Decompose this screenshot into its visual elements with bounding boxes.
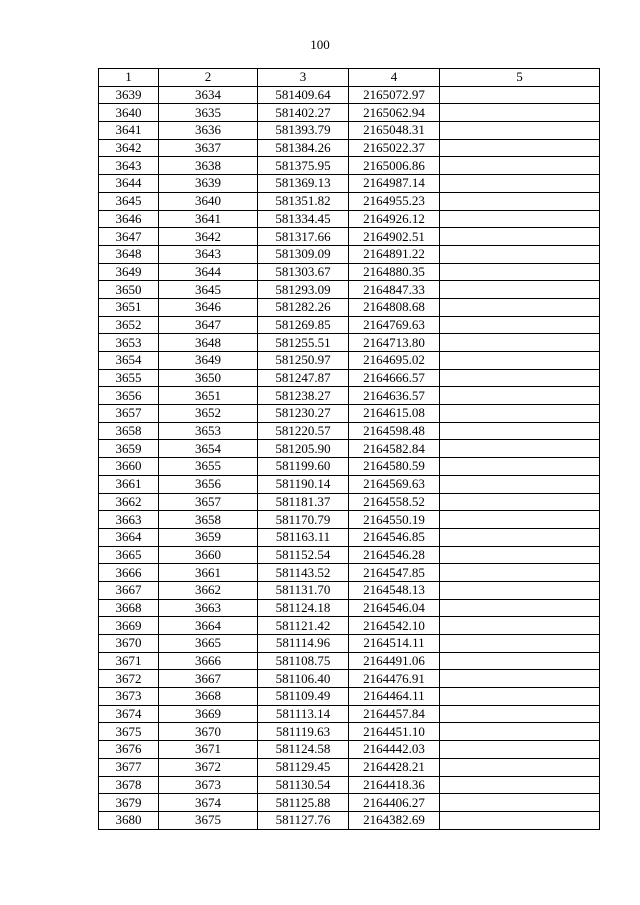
table-cell-col-4: 2164808.68 xyxy=(349,298,440,316)
table-row xyxy=(99,493,600,511)
table-cell-col-3: 581109.49 xyxy=(258,688,349,706)
table-cell-col-5 xyxy=(440,369,600,387)
table-cell-col-4: 2164418.36 xyxy=(349,776,440,794)
table-cell-col-5 xyxy=(440,122,600,140)
table-row xyxy=(99,281,600,299)
table-row xyxy=(99,175,600,193)
table-cell-col-3: 581205.90 xyxy=(258,440,349,458)
table-cell-col-1: 3653 xyxy=(99,334,159,352)
table-row xyxy=(99,263,600,281)
table-cell-col-3: 581409.64 xyxy=(258,86,349,104)
table-cell-col-5 xyxy=(440,298,600,316)
table-row xyxy=(99,334,600,352)
table-cell-col-4: 2164406.27 xyxy=(349,794,440,812)
table-cell-col-2: 3652 xyxy=(159,405,258,423)
table-cell-col-4: 2164428.21 xyxy=(349,758,440,776)
table-cell-col-3: 581393.79 xyxy=(258,122,349,140)
table-row xyxy=(99,811,600,829)
table-cell-col-3: 581238.27 xyxy=(258,387,349,405)
table-cell-col-3: 581303.67 xyxy=(258,263,349,281)
table-cell-col-5 xyxy=(440,688,600,706)
table-cell-col-4: 2165062.94 xyxy=(349,104,440,122)
page-number: 100 xyxy=(310,37,330,52)
table-cell-col-5 xyxy=(440,316,600,334)
table-cell-col-1: 3673 xyxy=(99,688,159,706)
table-cell-col-1: 3659 xyxy=(99,440,159,458)
table-cell-col-5 xyxy=(440,422,600,440)
table-cell-col-5 xyxy=(440,723,600,741)
table-cell-col-3: 581127.76 xyxy=(258,811,349,829)
table-cell-col-4: 2164514.11 xyxy=(349,635,440,653)
table-cell-col-3: 581108.75 xyxy=(258,652,349,670)
table-cell-col-1: 3643 xyxy=(99,157,159,175)
table-cell-col-5 xyxy=(440,440,600,458)
table-cell-col-2: 3668 xyxy=(159,688,258,706)
table-cell-col-4: 2164769.63 xyxy=(349,316,440,334)
table-row xyxy=(99,316,600,334)
table-cell-col-5 xyxy=(440,281,600,299)
table-cell-col-5 xyxy=(440,387,600,405)
table-cell-col-4: 2164546.28 xyxy=(349,546,440,564)
table-row xyxy=(99,387,600,405)
table-cell-col-2: 3659 xyxy=(159,528,258,546)
table-cell-col-4: 2164713.80 xyxy=(349,334,440,352)
table-cell-col-1: 3656 xyxy=(99,387,159,405)
table-cell-col-1: 3662 xyxy=(99,493,159,511)
table-row xyxy=(99,581,600,599)
table-cell-col-1: 3661 xyxy=(99,475,159,493)
table-row xyxy=(99,405,600,423)
table-cell-col-1: 3652 xyxy=(99,316,159,334)
table-cell-col-4: 2164636.57 xyxy=(349,387,440,405)
table-cell-col-5 xyxy=(440,564,600,582)
table-cell-col-2: 3639 xyxy=(159,175,258,193)
table-cell-col-2: 3647 xyxy=(159,316,258,334)
table-cell-col-3: 581114.96 xyxy=(258,635,349,653)
table-cell-col-3: 581282.26 xyxy=(258,298,349,316)
table-cell-col-1: 3640 xyxy=(99,104,159,122)
table-cell-col-3: 581384.26 xyxy=(258,139,349,157)
table-cell-col-4: 2164695.02 xyxy=(349,352,440,370)
table-cell-col-4: 2164558.52 xyxy=(349,493,440,511)
table-cell-col-1: 3657 xyxy=(99,405,159,423)
table-cell-col-1: 3639 xyxy=(99,86,159,104)
table-cell-col-5 xyxy=(440,86,600,104)
table-header xyxy=(99,69,600,87)
table-cell-col-5 xyxy=(440,263,600,281)
table-row xyxy=(99,369,600,387)
table-cell-col-2: 3643 xyxy=(159,245,258,263)
table-cell-col-4: 2164569.63 xyxy=(349,475,440,493)
table-cell-col-2: 3654 xyxy=(159,440,258,458)
table-cell-col-3: 581131.70 xyxy=(258,581,349,599)
table-cell-col-1: 3648 xyxy=(99,245,159,263)
table-cell-col-5 xyxy=(440,741,600,759)
header-row xyxy=(99,69,600,87)
table-cell-col-2: 3660 xyxy=(159,546,258,564)
table-row xyxy=(99,758,600,776)
column-header-5: 5 xyxy=(440,69,600,87)
table-cell-col-4: 2165022.37 xyxy=(349,139,440,157)
table-cell-col-3: 581199.60 xyxy=(258,458,349,476)
table-row xyxy=(99,794,600,812)
table-cell-col-1: 3679 xyxy=(99,794,159,812)
table-cell-col-2: 3664 xyxy=(159,617,258,635)
table-cell-col-5 xyxy=(440,705,600,723)
table-row xyxy=(99,245,600,263)
table-cell-col-2: 3648 xyxy=(159,334,258,352)
table-cell-col-5 xyxy=(440,157,600,175)
table-row xyxy=(99,705,600,723)
table-cell-col-5 xyxy=(440,352,600,370)
column-header-3: 3 xyxy=(258,69,349,87)
table-cell-col-3: 581334.45 xyxy=(258,210,349,228)
table-cell-col-2: 3655 xyxy=(159,458,258,476)
table-cell-col-1: 3660 xyxy=(99,458,159,476)
table-row xyxy=(99,210,600,228)
table-cell-col-1: 3654 xyxy=(99,352,159,370)
table-cell-col-3: 581152.54 xyxy=(258,546,349,564)
table-row xyxy=(99,688,600,706)
table-row xyxy=(99,546,600,564)
table-cell-col-1: 3674 xyxy=(99,705,159,723)
table-cell-col-1: 3676 xyxy=(99,741,159,759)
table-cell-col-4: 2164902.51 xyxy=(349,228,440,246)
table-cell-col-4: 2164891.22 xyxy=(349,245,440,263)
table-row xyxy=(99,422,600,440)
table-cell-col-5 xyxy=(440,334,600,352)
table-cell-col-3: 581129.45 xyxy=(258,758,349,776)
coordinates-table xyxy=(98,68,600,830)
table-cell-col-2: 3671 xyxy=(159,741,258,759)
table-row xyxy=(99,599,600,617)
table-cell-col-5 xyxy=(440,475,600,493)
table-row xyxy=(99,617,600,635)
table-cell-col-5 xyxy=(440,458,600,476)
table-cell-col-2: 3658 xyxy=(159,511,258,529)
table-cell-col-5 xyxy=(440,139,600,157)
table-cell-col-1: 3651 xyxy=(99,298,159,316)
table-row xyxy=(99,228,600,246)
table-cell-col-2: 3644 xyxy=(159,263,258,281)
table-cell-col-5 xyxy=(440,758,600,776)
table-cell-col-3: 581309.09 xyxy=(258,245,349,263)
table-cell-col-4: 2164598.48 xyxy=(349,422,440,440)
table-cell-col-4: 2164666.57 xyxy=(349,369,440,387)
column-header-4: 4 xyxy=(349,69,440,87)
table-cell-col-3: 581124.58 xyxy=(258,741,349,759)
table-cell-col-1: 3669 xyxy=(99,617,159,635)
table-cell-col-2: 3670 xyxy=(159,723,258,741)
table-cell-col-1: 3663 xyxy=(99,511,159,529)
table-cell-col-1: 3670 xyxy=(99,635,159,653)
table-cell-col-2: 3653 xyxy=(159,422,258,440)
table-cell-col-5 xyxy=(440,652,600,670)
table-cell-col-4: 2164580.59 xyxy=(349,458,440,476)
table-cell-col-3: 581124.18 xyxy=(258,599,349,617)
table-cell-col-4: 2164546.04 xyxy=(349,599,440,617)
table-cell-col-3: 581113.14 xyxy=(258,705,349,723)
table-cell-col-1: 3665 xyxy=(99,546,159,564)
table-cell-col-1: 3642 xyxy=(99,139,159,157)
table-row xyxy=(99,122,600,140)
table-row xyxy=(99,139,600,157)
table-row xyxy=(99,723,600,741)
table-cell-col-4: 2164847.33 xyxy=(349,281,440,299)
table-cell-col-3: 581230.27 xyxy=(258,405,349,423)
table-cell-col-1: 3667 xyxy=(99,581,159,599)
column-header-1: 1 xyxy=(99,69,159,87)
table-cell-col-4: 2164382.69 xyxy=(349,811,440,829)
table-cell-col-4: 2164926.12 xyxy=(349,210,440,228)
column-header-2: 2 xyxy=(159,69,258,87)
table-cell-col-1: 3677 xyxy=(99,758,159,776)
table-cell-col-5 xyxy=(440,811,600,829)
table-cell-col-2: 3667 xyxy=(159,670,258,688)
table-cell-col-3: 581247.87 xyxy=(258,369,349,387)
table-cell-col-3: 581369.13 xyxy=(258,175,349,193)
table-cell-col-1: 3647 xyxy=(99,228,159,246)
table-cell-col-4: 2165072.97 xyxy=(349,86,440,104)
table-row xyxy=(99,670,600,688)
table-cell-col-5 xyxy=(440,192,600,210)
table-cell-col-2: 3635 xyxy=(159,104,258,122)
table-cell-col-5 xyxy=(440,670,600,688)
table-cell-col-5 xyxy=(440,546,600,564)
table-cell-col-3: 581170.79 xyxy=(258,511,349,529)
table-row xyxy=(99,86,600,104)
table-cell-col-4: 2164550.19 xyxy=(349,511,440,529)
table-cell-col-2: 3640 xyxy=(159,192,258,210)
table-cell-col-5 xyxy=(440,581,600,599)
table-cell-col-2: 3634 xyxy=(159,86,258,104)
table-cell-col-3: 581351.82 xyxy=(258,192,349,210)
table-cell-col-3: 581220.57 xyxy=(258,422,349,440)
table-cell-col-2: 3672 xyxy=(159,758,258,776)
table-body xyxy=(99,86,600,829)
table-cell-col-1: 3675 xyxy=(99,723,159,741)
table-cell-col-5 xyxy=(440,776,600,794)
table-cell-col-4: 2164955.23 xyxy=(349,192,440,210)
table-cell-col-4: 2164442.03 xyxy=(349,741,440,759)
table-cell-col-5 xyxy=(440,617,600,635)
table-cell-col-3: 581121.42 xyxy=(258,617,349,635)
table-cell-col-2: 3674 xyxy=(159,794,258,812)
table-cell-col-2: 3665 xyxy=(159,635,258,653)
table-cell-col-3: 581181.37 xyxy=(258,493,349,511)
table-cell-col-2: 3636 xyxy=(159,122,258,140)
table-cell-col-2: 3638 xyxy=(159,157,258,175)
table-cell-col-2: 3642 xyxy=(159,228,258,246)
table-row xyxy=(99,192,600,210)
table-cell-col-3: 581375.95 xyxy=(258,157,349,175)
table-cell-col-1: 3678 xyxy=(99,776,159,794)
table-cell-col-3: 581250.97 xyxy=(258,352,349,370)
table-cell-col-3: 581130.54 xyxy=(258,776,349,794)
table-cell-col-3: 581269.85 xyxy=(258,316,349,334)
table-cell-col-5 xyxy=(440,405,600,423)
table-cell-col-2: 3673 xyxy=(159,776,258,794)
table-cell-col-5 xyxy=(440,528,600,546)
table-cell-col-2: 3663 xyxy=(159,599,258,617)
table-cell-col-4: 2164880.35 xyxy=(349,263,440,281)
table-row xyxy=(99,776,600,794)
table-cell-col-4: 2164547.85 xyxy=(349,564,440,582)
table-cell-col-4: 2164542.10 xyxy=(349,617,440,635)
table-cell-col-5 xyxy=(440,511,600,529)
table-cell-col-4: 2165006.86 xyxy=(349,157,440,175)
table-row xyxy=(99,298,600,316)
table-cell-col-2: 3661 xyxy=(159,564,258,582)
table-cell-col-1: 3680 xyxy=(99,811,159,829)
table-cell-col-2: 3646 xyxy=(159,298,258,316)
table-row xyxy=(99,157,600,175)
table-cell-col-4: 2164464.11 xyxy=(349,688,440,706)
table-cell-col-1: 3655 xyxy=(99,369,159,387)
table-cell-col-3: 581119.63 xyxy=(258,723,349,741)
table-cell-col-2: 3649 xyxy=(159,352,258,370)
table-cell-col-4: 2164548.13 xyxy=(349,581,440,599)
table-cell-col-2: 3666 xyxy=(159,652,258,670)
table-cell-col-2: 3657 xyxy=(159,493,258,511)
table-cell-col-3: 581125.88 xyxy=(258,794,349,812)
table-cell-col-4: 2164476.91 xyxy=(349,670,440,688)
table-row xyxy=(99,458,600,476)
table-cell-col-4: 2164615.08 xyxy=(349,405,440,423)
table-cell-col-4: 2165048.31 xyxy=(349,122,440,140)
table-cell-col-1: 3672 xyxy=(99,670,159,688)
table-cell-col-5 xyxy=(440,104,600,122)
table-cell-col-3: 581143.52 xyxy=(258,564,349,582)
table-cell-col-4: 2164546.85 xyxy=(349,528,440,546)
table-cell-col-3: 581293.09 xyxy=(258,281,349,299)
table-cell-col-2: 3645 xyxy=(159,281,258,299)
table-cell-col-1: 3658 xyxy=(99,422,159,440)
table-cell-col-1: 3650 xyxy=(99,281,159,299)
table-cell-col-1: 3649 xyxy=(99,263,159,281)
table-cell-col-5 xyxy=(440,635,600,653)
table-row xyxy=(99,528,600,546)
table-cell-col-4: 2164457.84 xyxy=(349,705,440,723)
table-cell-col-3: 581163.11 xyxy=(258,528,349,546)
table-cell-col-5 xyxy=(440,493,600,511)
table-cell-col-1: 3664 xyxy=(99,528,159,546)
table-cell-col-2: 3641 xyxy=(159,210,258,228)
table-cell-col-4: 2164491.06 xyxy=(349,652,440,670)
table-cell-col-5 xyxy=(440,599,600,617)
table-row xyxy=(99,564,600,582)
table-cell-col-2: 3669 xyxy=(159,705,258,723)
table-cell-col-5 xyxy=(440,175,600,193)
table-cell-col-4: 2164582.84 xyxy=(349,440,440,458)
table-cell-col-2: 3637 xyxy=(159,139,258,157)
table-row xyxy=(99,635,600,653)
table-row xyxy=(99,104,600,122)
table-cell-col-5 xyxy=(440,794,600,812)
table-cell-col-1: 3645 xyxy=(99,192,159,210)
table-row xyxy=(99,440,600,458)
table-cell-col-1: 3646 xyxy=(99,210,159,228)
table-cell-col-1: 3666 xyxy=(99,564,159,582)
table-cell-col-2: 3656 xyxy=(159,475,258,493)
table-cell-col-2: 3651 xyxy=(159,387,258,405)
table-cell-col-1: 3671 xyxy=(99,652,159,670)
table-row xyxy=(99,352,600,370)
table-cell-col-1: 3641 xyxy=(99,122,159,140)
table-cell-col-4: 2164451.10 xyxy=(349,723,440,741)
table-cell-col-2: 3662 xyxy=(159,581,258,599)
table-row xyxy=(99,511,600,529)
table-cell-col-5 xyxy=(440,228,600,246)
table-cell-col-2: 3675 xyxy=(159,811,258,829)
table-cell-col-3: 581255.51 xyxy=(258,334,349,352)
table-cell-col-1: 3668 xyxy=(99,599,159,617)
table-cell-col-5 xyxy=(440,210,600,228)
table-cell-col-3: 581317.66 xyxy=(258,228,349,246)
table-row xyxy=(99,652,600,670)
table-cell-col-3: 581106.40 xyxy=(258,670,349,688)
table-cell-col-4: 2164987.14 xyxy=(349,175,440,193)
table-row xyxy=(99,741,600,759)
table-cell-col-3: 581190.14 xyxy=(258,475,349,493)
table-row xyxy=(99,475,600,493)
table-cell-col-2: 3650 xyxy=(159,369,258,387)
table-cell-col-1: 3644 xyxy=(99,175,159,193)
table-cell-col-5 xyxy=(440,245,600,263)
table-cell-col-3: 581402.27 xyxy=(258,104,349,122)
